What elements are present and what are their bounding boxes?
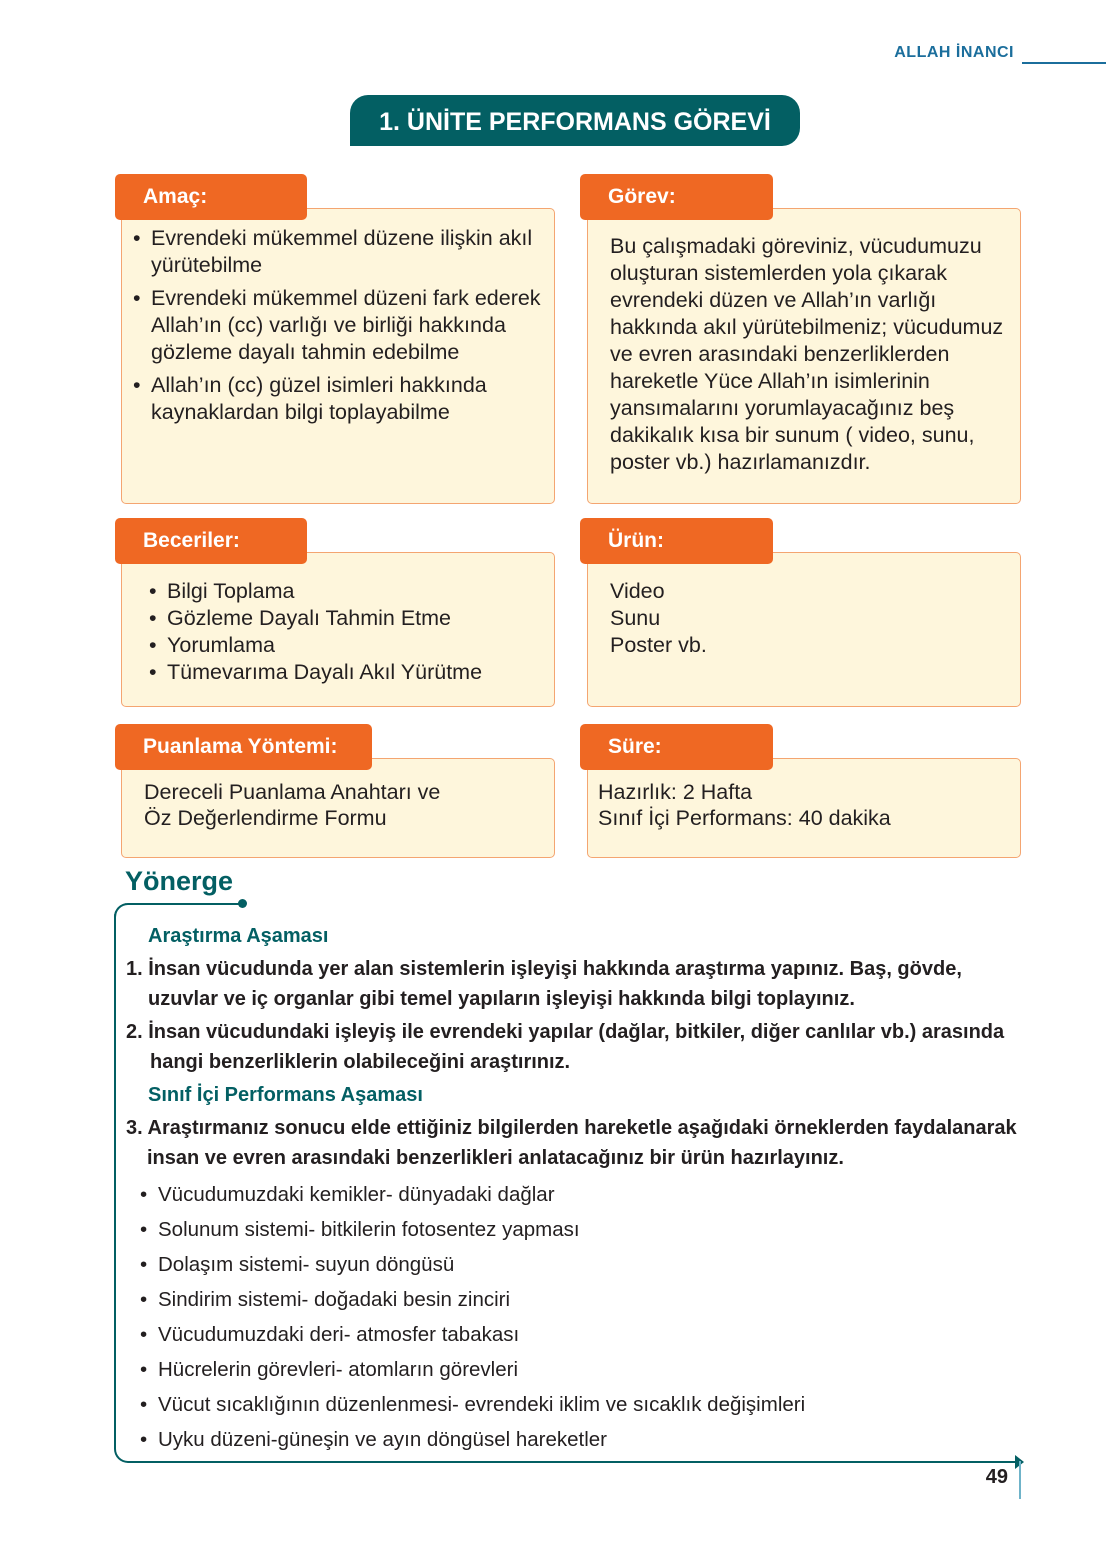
gorev-label: Görev: xyxy=(580,174,773,220)
yonerge-title: Yönerge xyxy=(125,866,234,896)
amac-box xyxy=(121,208,555,504)
puanlama-line: Dereceli Puanlama Anahtarı ve xyxy=(144,780,441,804)
page-title: 1. ÜNİTE PERFORMANS GÖREVİ xyxy=(350,95,800,146)
question-2: 2. İnsan vücudundaki işleyiş ile evrendeki yapılar (dağlar, bitkiler, diğer canlılar vb.) arasında hangi benzerliklerin olabileceğini araştırınız. xyxy=(126,1021,1005,1073)
phase-1-heading: Araştırma Aşaması xyxy=(148,925,329,947)
puanlama-label: Puanlama Yöntemi: xyxy=(115,724,372,770)
amac-label: Amaç: xyxy=(115,174,307,220)
frame-corner xyxy=(114,903,130,919)
header-rule xyxy=(1022,62,1106,64)
beceri-item: • Bilgi Toplama xyxy=(167,578,482,605)
amac-item: • Evrendeki mükemmel düzene ilişkin akıl yürütebilme xyxy=(151,225,551,279)
phase-2-heading: Sınıf İçi Performans Aşaması xyxy=(148,1084,423,1106)
urun-item: Sunu xyxy=(610,606,661,630)
question-3: 3. Araştırmanız sonucu elde ettiğiniz bilgilerden hareketle aşağıdaki örneklerden faydalanarak insan ve evren arasındaki benzerlikleri anlatacağınız bir ürün hazırlayınız. xyxy=(126,1117,1017,1169)
question-1: 1. İnsan vücudunda yer alan sistemlerin işleyişi hakkında araştırma yapınız. Baş, gövde, uzuvlar ve iç organlar gibi temel yapıların işleyişi hakkında bilgi toplayınız. xyxy=(126,958,962,1010)
urun-box xyxy=(587,552,1021,707)
sure-line: Hazırlık: 2 Hafta xyxy=(598,780,753,804)
example-item: • Vücut sıcaklığının düzenlenmesi- evrendeki iklim ve sıcaklık değişimleri xyxy=(158,1387,1018,1422)
gorev-text: Bu çalışmadaki göreviniz, vücudumuzu oluşturan sistemlerden yola çıkarak evrendeki düzen ve Allah’ın varlığı hakkında akıl yürütebilmeniz; vücudumuz ve evren arasındaki benzerliklerden hareketle Yüce Allah’ın isimlerinin yansımalarını yorumlayacağınız beş dakikalık kısa bir sunum ( video, sunu, poster vb.) hazırlamanızdır. xyxy=(610,234,1004,474)
puanlama-box xyxy=(121,758,555,858)
page-marker xyxy=(1019,1461,1021,1499)
example-item: • Vücudumuzdaki kemikler- dünyadaki dağlar xyxy=(158,1177,1018,1212)
beceri-item: • Yorumlama xyxy=(167,632,482,659)
amac-item: • Evrendeki mükemmel düzeni fark ederek Allah’ın (cc) varlığı ve birliği hakkında gözleme dayalı tahmin edebilme xyxy=(151,285,551,366)
example-item: • Dolaşım sistemi- suyun döngüsü xyxy=(158,1247,1018,1282)
page-number: 49 xyxy=(985,1466,1008,1488)
sure-label: Süre: xyxy=(580,724,773,770)
urun-item: Poster vb. xyxy=(610,633,707,657)
beceriler-box xyxy=(121,552,555,707)
beceri-item: • Gözleme Dayalı Tahmin Etme xyxy=(167,605,482,632)
puanlama-line: Öz Değerlendirme Formu xyxy=(144,806,387,830)
urun-item: Video xyxy=(610,579,665,603)
amac-item: • Allah’ın (cc) güzel isimleri hakkında kaynaklardan bilgi toplayabilme xyxy=(151,372,551,426)
beceri-item: • Tümevarıma Dayalı Akıl Yürütme xyxy=(167,659,482,686)
example-item: • Vücudumuzdaki deri- atmosfer tabakası xyxy=(158,1317,1018,1352)
example-item: • Uyku düzeni-güneşin ve ayın döngüsel hareketler xyxy=(158,1422,1018,1457)
example-item: • Sindirim sistemi- doğadaki besin zinciri xyxy=(158,1282,1018,1317)
sure-box xyxy=(587,758,1021,858)
beceriler-label: Beceriler: xyxy=(115,518,307,564)
urun-label: Ürün: xyxy=(580,518,773,564)
example-item: • Solunum sistemi- bitkilerin fotosentez yapması xyxy=(158,1212,1018,1247)
section-header: ALLAH İNANCI xyxy=(894,44,1014,61)
yonerge-frame xyxy=(114,903,1018,1488)
sure-line: Sınıf İçi Performans: 40 dakika xyxy=(598,806,891,830)
gorev-box xyxy=(587,208,1021,504)
example-item: • Hücrelerin görevleri- atomların görevleri xyxy=(158,1352,1018,1387)
